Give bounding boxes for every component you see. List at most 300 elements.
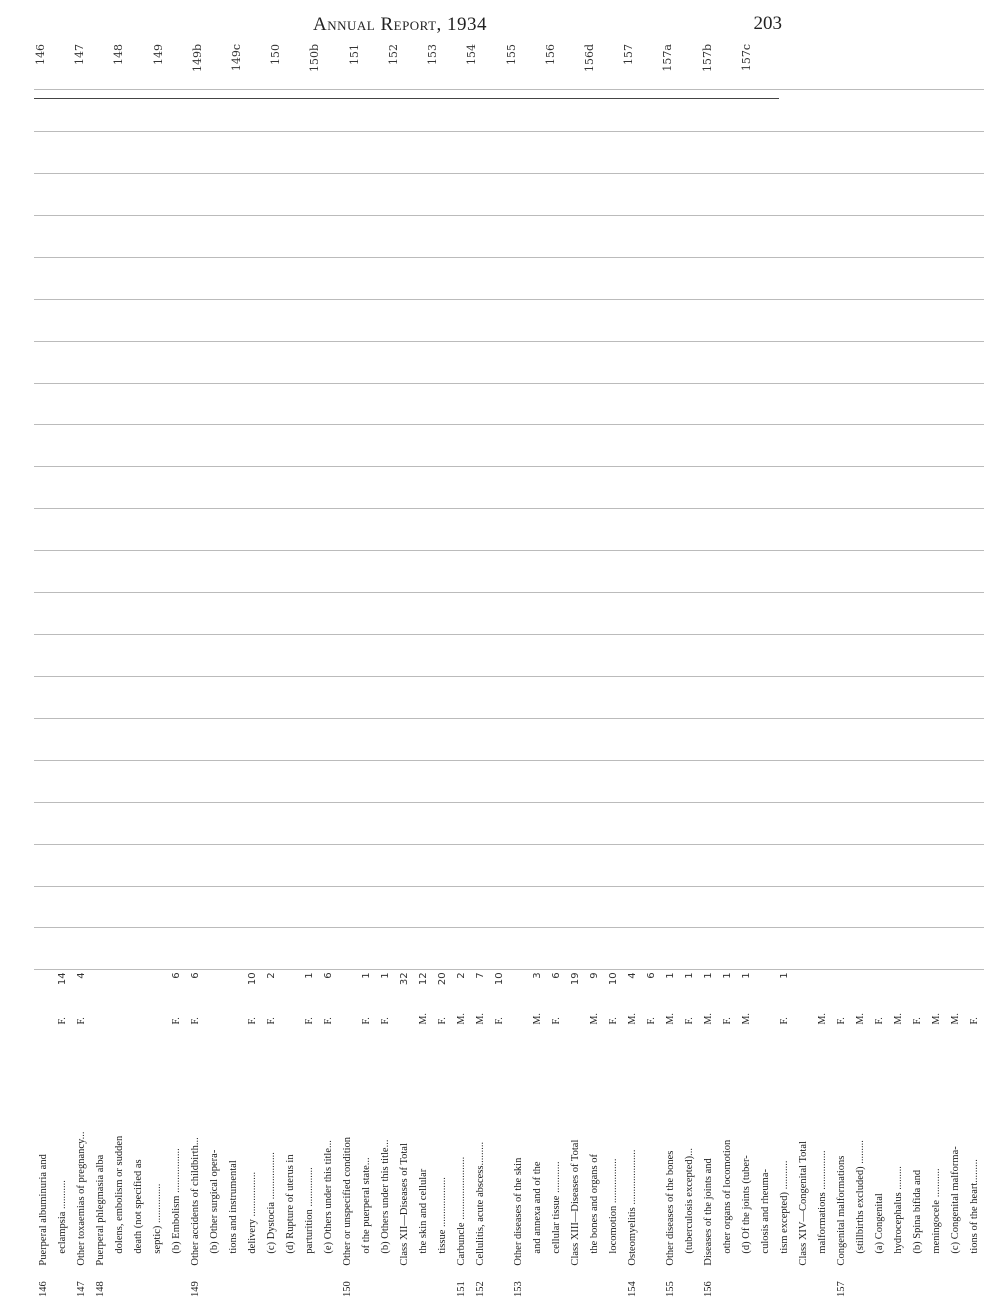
age-group-cell bbox=[946, 131, 965, 173]
total-deaths bbox=[281, 970, 300, 1012]
age-group-cell bbox=[452, 802, 471, 844]
age-group-cell bbox=[946, 467, 965, 509]
age-group-cell bbox=[376, 257, 395, 299]
age-group-cell bbox=[908, 509, 927, 551]
age-group-cell bbox=[889, 844, 908, 886]
age-group-cell bbox=[433, 383, 452, 425]
side-cause-number: 152 bbox=[387, 44, 400, 65]
age-group-cell bbox=[167, 467, 186, 509]
age-group-cell bbox=[680, 593, 699, 635]
age-group-cell bbox=[243, 551, 262, 593]
age-group-cell bbox=[680, 886, 699, 928]
age-group-cell bbox=[889, 718, 908, 760]
age-group-cell bbox=[319, 509, 338, 551]
age-group-cell bbox=[813, 425, 832, 467]
age-group-cell bbox=[547, 257, 566, 299]
age-group-cell bbox=[813, 383, 832, 425]
table-row bbox=[794, 90, 813, 1300]
age-group-cell bbox=[775, 593, 794, 635]
age-group-cell bbox=[718, 928, 737, 970]
age-group-cell bbox=[699, 257, 718, 299]
age-group-cell bbox=[946, 886, 965, 928]
age-group-cell bbox=[737, 215, 756, 257]
table-row bbox=[870, 90, 889, 1300]
age-group-cell bbox=[756, 886, 775, 928]
table-row bbox=[965, 90, 984, 1300]
age-group-cell bbox=[110, 593, 129, 635]
age-group-cell bbox=[718, 215, 737, 257]
age-group-cell bbox=[319, 467, 338, 509]
age-group-cell bbox=[395, 299, 414, 341]
age-group-cell bbox=[34, 886, 53, 928]
age-group-cell bbox=[927, 802, 946, 844]
age-group-cell bbox=[281, 928, 300, 970]
age-group-cell bbox=[566, 425, 585, 467]
age-group-cell bbox=[946, 593, 965, 635]
running-title: Annual Report, 1934 bbox=[312, 14, 488, 35]
age-group-cell bbox=[813, 215, 832, 257]
age-group-cell bbox=[509, 299, 528, 341]
age-group-cell bbox=[699, 635, 718, 677]
age-group-cell bbox=[699, 509, 718, 551]
age-group-cell bbox=[53, 299, 72, 341]
total-deaths bbox=[148, 970, 167, 1012]
age-group-cell bbox=[414, 299, 433, 341]
age-group-cell bbox=[414, 90, 433, 132]
age-group-cell bbox=[813, 299, 832, 341]
age-group-cell bbox=[34, 760, 53, 802]
age-group-cell bbox=[452, 299, 471, 341]
age-group-cell bbox=[889, 509, 908, 551]
age-group-cell bbox=[661, 844, 680, 886]
age-group-cell bbox=[357, 215, 376, 257]
age-group-cell bbox=[699, 802, 718, 844]
age-group-cell bbox=[129, 215, 148, 257]
table-row bbox=[528, 90, 547, 1300]
age-group-cell bbox=[528, 760, 547, 802]
age-group-cell bbox=[338, 173, 357, 215]
age-group-cell bbox=[566, 844, 585, 886]
age-group-cell bbox=[53, 844, 72, 886]
age-group-cell bbox=[167, 928, 186, 970]
sex bbox=[395, 1012, 414, 1027]
age-group-cell bbox=[129, 509, 148, 551]
age-group-cell bbox=[946, 257, 965, 299]
age-group-cell bbox=[471, 257, 490, 299]
age-group-cell bbox=[851, 593, 870, 635]
page-number: 203 bbox=[753, 13, 782, 34]
age-group-cell bbox=[357, 886, 376, 928]
age-group-cell bbox=[832, 257, 851, 299]
age-group-cell bbox=[965, 425, 984, 467]
cause-label: Puerperal albuminuria and bbox=[38, 1154, 49, 1266]
age-group-cell bbox=[167, 718, 186, 760]
age-group-cell bbox=[566, 341, 585, 383]
age-group-cell bbox=[148, 299, 167, 341]
age-group-cell bbox=[72, 341, 91, 383]
age-group-cell bbox=[224, 341, 243, 383]
age-group-cell bbox=[357, 635, 376, 677]
age-group-cell bbox=[186, 928, 205, 970]
age-group-cell bbox=[376, 383, 395, 425]
age-group-cell bbox=[566, 551, 585, 593]
age-group-cell bbox=[509, 341, 528, 383]
age-group-cell bbox=[585, 718, 604, 760]
cause-label: death (not specified as bbox=[133, 1159, 144, 1254]
total-deaths bbox=[965, 970, 984, 1012]
age-group-cell bbox=[642, 593, 661, 635]
age-group-cell bbox=[414, 425, 433, 467]
table-divider bbox=[34, 98, 779, 99]
age-group-cell bbox=[490, 551, 509, 593]
age-group-cell bbox=[395, 886, 414, 928]
table-row bbox=[661, 90, 680, 1300]
age-group-cell bbox=[338, 635, 357, 677]
total-deaths: 10 bbox=[604, 970, 623, 1012]
age-group-cell bbox=[129, 760, 148, 802]
side-cause-number: 147 bbox=[73, 44, 86, 65]
cause-number: 153 bbox=[513, 1281, 524, 1297]
age-group-cell bbox=[946, 718, 965, 760]
age-group-cell bbox=[129, 257, 148, 299]
age-group-cell bbox=[262, 467, 281, 509]
age-group-cell bbox=[72, 509, 91, 551]
cause-number: 147 bbox=[76, 1281, 87, 1297]
age-group-cell bbox=[965, 509, 984, 551]
age-group-cell bbox=[528, 299, 547, 341]
age-group-cell bbox=[509, 509, 528, 551]
age-group-cell bbox=[965, 928, 984, 970]
table-row bbox=[927, 90, 946, 1300]
age-group-cell bbox=[623, 844, 642, 886]
age-group-cell bbox=[262, 299, 281, 341]
age-group-cell bbox=[851, 425, 870, 467]
age-group-cell bbox=[965, 131, 984, 173]
age-group-cell bbox=[680, 173, 699, 215]
age-group-cell bbox=[927, 509, 946, 551]
age-group-cell bbox=[756, 593, 775, 635]
age-group-cell bbox=[148, 593, 167, 635]
age-group-cell bbox=[186, 383, 205, 425]
age-group-cell bbox=[642, 173, 661, 215]
age-group-cell bbox=[205, 257, 224, 299]
table-row bbox=[623, 90, 642, 1300]
age-group-cell bbox=[661, 257, 680, 299]
cause-number bbox=[490, 1268, 509, 1299]
age-group-cell bbox=[72, 676, 91, 718]
age-group-cell bbox=[471, 844, 490, 886]
age-group-cell bbox=[661, 215, 680, 257]
cause-number bbox=[262, 1268, 281, 1299]
age-group-cell bbox=[205, 593, 224, 635]
age-group-cell bbox=[300, 635, 319, 677]
age-group-cell bbox=[965, 676, 984, 718]
age-group-cell bbox=[946, 635, 965, 677]
total-deaths: 6 bbox=[547, 970, 566, 1012]
total-deaths: 1 bbox=[661, 970, 680, 1012]
age-group-cell bbox=[452, 257, 471, 299]
age-group-cell bbox=[927, 551, 946, 593]
cause-label: (b) Embolism ................. bbox=[171, 1148, 182, 1254]
cause-number bbox=[965, 1268, 984, 1299]
age-group-cell bbox=[376, 676, 395, 718]
age-group-cell bbox=[357, 509, 376, 551]
age-group-cell bbox=[167, 551, 186, 593]
age-group-cell bbox=[243, 593, 262, 635]
age-group-cell bbox=[813, 509, 832, 551]
age-group-cell bbox=[870, 509, 889, 551]
age-group-cell bbox=[262, 173, 281, 215]
age-group-cell bbox=[72, 760, 91, 802]
age-group-cell bbox=[965, 886, 984, 928]
age-group-cell bbox=[319, 131, 338, 173]
age-group-cell bbox=[452, 215, 471, 257]
age-group-cell bbox=[357, 341, 376, 383]
age-group-cell bbox=[528, 90, 547, 132]
age-group-cell bbox=[110, 551, 129, 593]
age-group-cell bbox=[718, 425, 737, 467]
age-group-cell bbox=[794, 90, 813, 132]
age-group-cell bbox=[34, 928, 53, 970]
age-group-cell bbox=[965, 635, 984, 677]
cause-number: 146 bbox=[38, 1281, 49, 1297]
age-group-cell bbox=[34, 299, 53, 341]
age-group-cell bbox=[946, 760, 965, 802]
age-group-cell bbox=[661, 760, 680, 802]
age-group-cell bbox=[851, 509, 870, 551]
cause-label: Osteomyelitis ..................... bbox=[627, 1149, 638, 1266]
age-group-cell bbox=[167, 802, 186, 844]
age-group-cell bbox=[186, 551, 205, 593]
age-group-cell bbox=[395, 635, 414, 677]
age-group-cell bbox=[205, 844, 224, 886]
age-group-cell bbox=[528, 257, 547, 299]
table-row bbox=[281, 90, 300, 1300]
age-group-cell bbox=[737, 676, 756, 718]
age-group-cell bbox=[870, 676, 889, 718]
age-group-cell bbox=[870, 718, 889, 760]
age-group-cell bbox=[908, 928, 927, 970]
age-group-cell bbox=[794, 341, 813, 383]
age-group-cell bbox=[414, 467, 433, 509]
cause-number bbox=[851, 1268, 870, 1299]
age-group-cell bbox=[357, 173, 376, 215]
age-group-cell bbox=[832, 341, 851, 383]
age-group-cell bbox=[281, 383, 300, 425]
total-deaths: 19 bbox=[566, 970, 585, 1012]
age-group-cell bbox=[813, 886, 832, 928]
age-group-cell bbox=[528, 215, 547, 257]
total-deaths bbox=[205, 970, 224, 1012]
age-group-cell bbox=[471, 718, 490, 760]
age-group-cell bbox=[262, 341, 281, 383]
age-group-cell bbox=[91, 718, 110, 760]
age-group-cell bbox=[167, 676, 186, 718]
side-cause-number: 157 bbox=[622, 44, 635, 65]
age-group-cell bbox=[34, 509, 53, 551]
age-group-cell bbox=[262, 635, 281, 677]
age-group-cell bbox=[566, 760, 585, 802]
age-group-cell bbox=[756, 635, 775, 677]
age-group-cell bbox=[623, 760, 642, 802]
age-group-cell bbox=[832, 467, 851, 509]
age-group-cell bbox=[91, 257, 110, 299]
age-group-cell bbox=[490, 383, 509, 425]
age-group-cell bbox=[72, 215, 91, 257]
age-group-cell bbox=[509, 802, 528, 844]
age-group-cell bbox=[433, 886, 452, 928]
age-group-cell bbox=[604, 257, 623, 299]
age-group-cell bbox=[452, 844, 471, 886]
side-cause-number: 154 bbox=[465, 44, 478, 65]
age-group-cell bbox=[946, 551, 965, 593]
age-group-cell bbox=[813, 551, 832, 593]
age-group-cell bbox=[718, 509, 737, 551]
age-group-cell bbox=[737, 341, 756, 383]
age-group-cell bbox=[91, 593, 110, 635]
age-group-cell bbox=[357, 718, 376, 760]
side-cause-number: 151 bbox=[348, 44, 361, 65]
sex bbox=[205, 1012, 224, 1027]
age-group-cell bbox=[243, 383, 262, 425]
age-group-cell bbox=[927, 676, 946, 718]
cause-label: Class XIII—Diseases of Total bbox=[570, 1139, 581, 1266]
age-group-cell bbox=[414, 131, 433, 173]
age-group-cell bbox=[338, 676, 357, 718]
age-group-cell bbox=[737, 928, 756, 970]
age-group-cell bbox=[72, 131, 91, 173]
sex: F. bbox=[190, 1017, 201, 1025]
age-group-cell bbox=[338, 802, 357, 844]
age-group-cell bbox=[433, 760, 452, 802]
age-group-cell bbox=[661, 802, 680, 844]
age-group-cell bbox=[661, 467, 680, 509]
age-group-cell bbox=[148, 215, 167, 257]
age-group-cell bbox=[813, 676, 832, 718]
age-group-cell bbox=[585, 509, 604, 551]
age-group-cell bbox=[452, 90, 471, 132]
total-deaths bbox=[224, 970, 243, 1012]
age-group-cell bbox=[452, 886, 471, 928]
age-group-cell bbox=[186, 886, 205, 928]
age-group-cell bbox=[129, 90, 148, 132]
cause-label: (b) Other surgical opera- bbox=[209, 1149, 220, 1254]
age-group-cell bbox=[813, 341, 832, 383]
age-group-cell bbox=[395, 760, 414, 802]
age-group-cell bbox=[433, 299, 452, 341]
total-deaths bbox=[91, 970, 110, 1012]
age-group-cell bbox=[566, 593, 585, 635]
age-group-cell bbox=[281, 257, 300, 299]
age-group-cell bbox=[794, 593, 813, 635]
age-group-cell bbox=[186, 425, 205, 467]
total-deaths: 1 bbox=[699, 970, 718, 1012]
age-group-cell bbox=[338, 131, 357, 173]
age-group-cell bbox=[813, 593, 832, 635]
age-group-cell bbox=[395, 383, 414, 425]
age-group-cell bbox=[813, 928, 832, 970]
age-group-cell bbox=[794, 509, 813, 551]
age-group-cell bbox=[338, 718, 357, 760]
cause-label: (e) Others under this title... bbox=[323, 1140, 334, 1254]
cause-number bbox=[813, 1268, 832, 1299]
age-group-cell bbox=[72, 886, 91, 928]
age-group-cell bbox=[357, 676, 376, 718]
cause-number: 150 bbox=[342, 1281, 353, 1297]
age-group-cell bbox=[927, 928, 946, 970]
age-group-cell bbox=[167, 173, 186, 215]
age-group-cell bbox=[718, 257, 737, 299]
age-group-cell bbox=[395, 467, 414, 509]
age-group-cell bbox=[72, 425, 91, 467]
age-group-cell bbox=[34, 425, 53, 467]
age-group-cell bbox=[433, 509, 452, 551]
cause-number bbox=[870, 1268, 889, 1299]
age-group-cell bbox=[338, 257, 357, 299]
age-group-cell bbox=[927, 593, 946, 635]
sex: F. bbox=[304, 1017, 315, 1025]
age-group-cell bbox=[224, 551, 243, 593]
table-row bbox=[642, 90, 661, 1300]
age-group-cell bbox=[471, 383, 490, 425]
age-group-cell bbox=[110, 509, 129, 551]
age-group-cell bbox=[870, 341, 889, 383]
age-group-cell bbox=[433, 425, 452, 467]
age-group-cell bbox=[832, 383, 851, 425]
age-group-cell bbox=[300, 467, 319, 509]
age-group-cell bbox=[851, 173, 870, 215]
cause-label: locomotion ................. bbox=[608, 1158, 619, 1254]
age-group-cell bbox=[832, 131, 851, 173]
table-row bbox=[509, 90, 528, 1300]
table-row bbox=[680, 90, 699, 1300]
age-group-cell bbox=[110, 635, 129, 677]
age-group-cell bbox=[794, 760, 813, 802]
age-group-cell bbox=[737, 718, 756, 760]
side-cause-number: 148 bbox=[112, 44, 125, 65]
age-group-cell bbox=[509, 173, 528, 215]
age-group-cell bbox=[471, 341, 490, 383]
table-row bbox=[585, 90, 604, 1300]
age-group-cell bbox=[794, 718, 813, 760]
age-group-cell bbox=[946, 802, 965, 844]
age-group-cell bbox=[908, 802, 927, 844]
age-group-cell bbox=[205, 299, 224, 341]
age-group-cell bbox=[34, 676, 53, 718]
age-group-cell bbox=[395, 676, 414, 718]
side-cause-number: 155 bbox=[505, 44, 518, 65]
cause-number: 149 bbox=[190, 1281, 201, 1297]
age-group-cell bbox=[319, 257, 338, 299]
age-group-cell bbox=[414, 257, 433, 299]
age-group-cell bbox=[243, 173, 262, 215]
total-deaths: 2 bbox=[452, 970, 471, 1012]
age-group-cell bbox=[205, 425, 224, 467]
age-group-cell bbox=[281, 844, 300, 886]
age-group-cell bbox=[110, 299, 129, 341]
age-group-cell bbox=[376, 928, 395, 970]
age-group-cell bbox=[72, 593, 91, 635]
age-group-cell bbox=[452, 593, 471, 635]
age-group-cell bbox=[585, 215, 604, 257]
age-group-cell bbox=[623, 257, 642, 299]
side-cause-numbers bbox=[34, 44, 779, 84]
age-group-cell bbox=[262, 425, 281, 467]
age-group-cell bbox=[547, 131, 566, 173]
age-group-cell bbox=[623, 551, 642, 593]
cause-label: meningocele ........... bbox=[931, 1168, 942, 1254]
age-group-cell bbox=[775, 467, 794, 509]
